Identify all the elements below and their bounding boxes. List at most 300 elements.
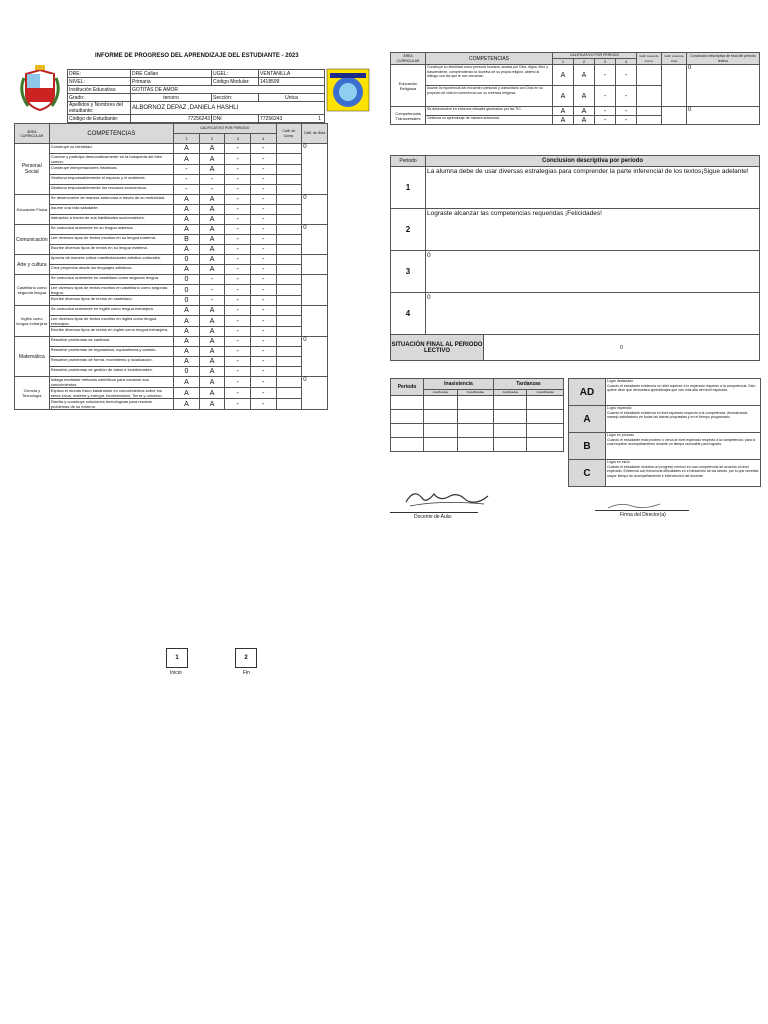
- grade-p4: -: [250, 316, 276, 327]
- competency-text: Interactúa a través de sus habilidades sociomotrices.: [49, 215, 173, 225]
- grade-p2: A: [199, 255, 225, 265]
- dni-label: DNI: [212, 115, 259, 123]
- grade-p2: A: [574, 86, 595, 107]
- grade-p3: -: [225, 215, 251, 225]
- calif-comp: [276, 327, 302, 337]
- grade-p3: -: [225, 185, 251, 195]
- header-periods: CALIFICATIVO POR PERIODO: [174, 124, 276, 134]
- seccion-label: Sección:: [212, 94, 259, 102]
- calif-comp: [276, 296, 302, 306]
- competency-row: [15, 245, 328, 255]
- grade-p2: A: [199, 195, 225, 205]
- grade-p2: A: [199, 316, 225, 327]
- grade-p3: -: [225, 347, 251, 357]
- student-name: ALBORNOZ DEPAZ ,DANIELA HASHLI: [131, 102, 325, 115]
- calif-area: 0: [302, 337, 328, 377]
- grade-p3: -: [225, 327, 251, 337]
- conclusion-table: [390, 155, 760, 361]
- rheader-calif-comp: Calif. Anual de Comp.: [637, 53, 662, 65]
- calif-comp: [276, 337, 302, 347]
- grade-p1: A: [553, 65, 574, 86]
- header-p1: 1: [174, 134, 200, 144]
- grade-p2: A: [199, 205, 225, 215]
- grade-p3: -: [225, 165, 251, 175]
- calif-area: 0: [302, 225, 328, 255]
- code-label: Código de Estudiante:: [68, 115, 131, 123]
- grade-p2: A: [199, 144, 225, 154]
- rheader-competencias: COMPETENCIAS: [426, 53, 553, 65]
- att-cell: [424, 438, 458, 452]
- att-cell: [457, 424, 493, 438]
- grade-p4: -: [250, 265, 276, 275]
- grade-p4: -: [250, 337, 276, 347]
- grade-p1: A: [174, 377, 200, 388]
- att-cell: [424, 396, 458, 410]
- grade-p1: 0: [174, 255, 200, 265]
- grado-value: tercero: [131, 94, 212, 102]
- grade-p1: A: [553, 107, 574, 116]
- area-name: Comunicación: [15, 225, 50, 255]
- competency-text: Resuelve problemas de cantidad.: [49, 337, 173, 347]
- calif-comp: [276, 205, 302, 215]
- area-name: Personal Social: [15, 144, 50, 195]
- ie-value: GOTITAS DE AMOR: [131, 86, 325, 94]
- grade-p4: -: [616, 65, 637, 86]
- grade-p3: -: [225, 195, 251, 205]
- attendance-tardanzas: Tardanzas: [493, 379, 563, 390]
- student-number: 1: [318, 115, 321, 122]
- grade-p1: A: [553, 116, 574, 125]
- header-p3: 3: [225, 134, 251, 144]
- attendance-period-header: Periodo: [391, 379, 424, 396]
- calif-area: 0: [302, 377, 328, 410]
- scale-desc: Cuando el estudiante evidencia el nivel esperado respecto a la competencia, demostrando manejo satisfactorio en todas las tareas propuestas y en el tiempo programado.: [607, 410, 748, 419]
- conclusion-row: [391, 209, 760, 251]
- competency-text: Construye su identidad como persona humana, amada por Dios, digna, libre y trascendente, comprendiendo la doctrina de su propia religión, abierto al diálogo con las que le son cercanas.: [426, 65, 553, 86]
- att-cell: [457, 410, 493, 424]
- dre-value: DRE Callao: [131, 70, 212, 78]
- competency-text: Lee diversos tipos de textos escritos en castellano como segunda lengua.: [49, 285, 173, 296]
- scale-code: C: [569, 460, 606, 487]
- competency-text: Resuelve problemas de regularidad, equivalencia y cambio.: [49, 347, 173, 357]
- rheader-p1: 1: [553, 59, 574, 65]
- grade-p1: A: [553, 86, 574, 107]
- grade-p1: 0: [174, 296, 200, 306]
- area-name: Arte y cultura: [15, 255, 50, 275]
- calif-comp: [637, 65, 662, 86]
- grade-p3: -: [225, 388, 251, 399]
- competency-row: [15, 265, 328, 275]
- att-just-2: Justificadas: [493, 390, 527, 396]
- competency-row: [15, 144, 328, 154]
- student-info-table: [67, 69, 325, 123]
- competency-row: [15, 377, 328, 388]
- grade-p3: -: [225, 175, 251, 185]
- att-cell: [527, 438, 564, 452]
- final-description: 0: [687, 65, 760, 107]
- calif-comp: [276, 175, 302, 185]
- grade-p1: A: [174, 357, 200, 367]
- competency-row: [15, 215, 328, 225]
- teacher-signature-image: [400, 484, 492, 510]
- competency-text: Asume la experiencia del encuentro personal y comunitario con Dios en su proyecto de vida en coherencia con su creencia religiosa.: [426, 86, 553, 107]
- grade-p2: -: [199, 275, 225, 285]
- competency-text: Crea proyectos desde los lenguajes artísticos.: [49, 265, 173, 275]
- grade-p2: A: [199, 154, 225, 165]
- scale-desc: Cuando el estudiante evidencia un nivel superior a lo esperado respecto a la competencia. Esto quiere decir que demuestra aprendizajes que van más allá del nivel esperado.: [607, 383, 756, 392]
- competency-text: Gestiona responsablemente los recursos económicos.: [49, 185, 173, 195]
- grade-p4: -: [250, 357, 276, 367]
- religion-body: [391, 65, 760, 125]
- competency-row: [15, 225, 328, 235]
- grade-p4: -: [250, 215, 276, 225]
- conclusion-period: 2: [391, 209, 426, 251]
- grade-p3: -: [225, 367, 251, 377]
- ie-label: Institución Educativa:: [68, 86, 131, 94]
- conclusion-text: Lograste alcanzar las competencias requeridas ¡Felicidades!: [426, 209, 760, 251]
- area-name: Educación Física: [15, 195, 50, 225]
- calif-comp: [276, 165, 302, 175]
- grade-p4: -: [250, 347, 276, 357]
- grade-p4: -: [250, 327, 276, 337]
- header-area: ÁREA CURRICULAR: [15, 124, 50, 144]
- grade-p1: A: [174, 225, 200, 235]
- competency-row: [15, 306, 328, 316]
- competency-row: [391, 65, 760, 86]
- grade-p2: A: [199, 327, 225, 337]
- calif-comp: [276, 377, 302, 388]
- grade-p3: -: [225, 285, 251, 296]
- grade-p3: -: [595, 116, 616, 125]
- ugel-label: UGEL:: [212, 70, 259, 78]
- grade-p3: -: [225, 316, 251, 327]
- competency-row: [15, 296, 328, 306]
- conclusion-body: [391, 167, 760, 335]
- grade-p1: A: [174, 337, 200, 347]
- competency-row: [15, 235, 328, 245]
- competency-text: Diseña y construye soluciones tecnológicas para resolver problemas de su entorno.: [49, 399, 173, 410]
- grade-p4: -: [250, 154, 276, 165]
- grade-p2: A: [199, 235, 225, 245]
- grade-p4: -: [250, 185, 276, 195]
- scale-row: [569, 433, 761, 460]
- grade-p2: A: [199, 215, 225, 225]
- header-calif-comp: Calif. de Comp.: [276, 124, 302, 144]
- peru-coat-of-arms-logo: [18, 64, 62, 112]
- header-p4: 4: [250, 134, 276, 144]
- att-cell: [391, 410, 424, 424]
- grade-p4: -: [250, 296, 276, 306]
- competency-row: [15, 255, 328, 265]
- calif-comp: [276, 225, 302, 235]
- ugel-value: VENTANILLA: [259, 70, 325, 78]
- scale-desc: Cuando el estudiante muestra un progreso mínimo en una competencia de acuerdo al nivel esperado. Evidencia con frecuencia dificultades en el desarrollo de las tareas, por lo que necesita mayor tiempo de acompañamiento e intervención del docente.: [607, 464, 759, 478]
- grade-p4: -: [250, 205, 276, 215]
- nivel-label: NIVEL:: [68, 78, 131, 86]
- rheader-p3: 3: [595, 59, 616, 65]
- competency-text: Lee diversos tipos de textos escritos en su lengua materna.: [49, 235, 173, 245]
- grade-p3: -: [225, 306, 251, 316]
- grade-p3: -: [225, 357, 251, 367]
- grade-p4: -: [250, 235, 276, 245]
- grade-p2: A: [199, 225, 225, 235]
- grade-p2: A: [199, 306, 225, 316]
- calif-comp: [276, 275, 302, 285]
- calif-comp: [276, 185, 302, 195]
- calif-comp: [276, 316, 302, 327]
- calif-area: [302, 306, 328, 337]
- competency-row: [15, 275, 328, 285]
- grade-p4: -: [250, 195, 276, 205]
- grade-p1: A: [174, 205, 200, 215]
- calif-comp: [276, 215, 302, 225]
- competency-row: [15, 357, 328, 367]
- final-situation-value: 0: [620, 344, 623, 351]
- competency-row: [15, 185, 328, 195]
- grade-p4: -: [250, 175, 276, 185]
- competency-row: [15, 165, 328, 175]
- calif-comp: [276, 367, 302, 377]
- competency-text: Escribe diversos tipos de textos en su lengua materna.: [49, 245, 173, 255]
- grade-p1: B: [174, 235, 200, 245]
- calif-area: [662, 107, 687, 125]
- grade-p1: A: [174, 399, 200, 410]
- conclusion-row: [391, 251, 760, 293]
- att-injust-2: Injustificadas: [527, 390, 564, 396]
- calif-area: 0: [302, 195, 328, 225]
- conclusion-text: La alumna debe de usar diversas estrategias para comprender la parte inferencial de los textos¡Sigue adelante!: [426, 167, 760, 209]
- calif-comp: [276, 144, 302, 154]
- rheader-periods: CALIFICATIVO POR PERIODO: [553, 53, 637, 59]
- calif-comp: [637, 86, 662, 107]
- calif-comp: [276, 306, 302, 316]
- grade-p2: A: [199, 367, 225, 377]
- attendance-inasistencia: Inasistencia: [424, 379, 494, 390]
- conclusion-period: 3: [391, 251, 426, 293]
- grade-p1: A: [174, 347, 200, 357]
- dre-label: DRE:: [68, 70, 131, 78]
- scale-head: Logro en inicio: [607, 460, 630, 464]
- conclusion-period: 1: [391, 167, 426, 209]
- competency-row: [15, 388, 328, 399]
- competency-row: [15, 316, 328, 327]
- competency-row: [15, 327, 328, 337]
- teacher-signature-label: Docente de Aula:: [414, 514, 453, 520]
- final-situation-label: SITUACIÓN FINAL AL PERIODO LECTIVO: [391, 335, 484, 360]
- att-cell: [493, 424, 527, 438]
- grade-p2: A: [199, 347, 225, 357]
- att-cell: [391, 424, 424, 438]
- grade-p4: -: [250, 367, 276, 377]
- grade-p2: -: [199, 285, 225, 296]
- competency-row: [15, 205, 328, 215]
- area-name: Educación Religiosa: [391, 65, 426, 107]
- att-cell: [527, 410, 564, 424]
- att-cell: [493, 410, 527, 424]
- grade-p3: -: [225, 144, 251, 154]
- conclusion-row: [391, 293, 760, 335]
- att-cell: [457, 396, 493, 410]
- student-code: 77256243: [131, 115, 212, 123]
- grade-p2: A: [574, 65, 595, 86]
- grade-p2: A: [199, 377, 225, 388]
- grade-p2: A: [199, 265, 225, 275]
- competency-text: Construye su identidad.: [49, 144, 173, 154]
- grade-p4: -: [250, 144, 276, 154]
- grade-p4: -: [250, 255, 276, 265]
- end-page-label: Fin: [243, 670, 250, 676]
- grade-p1: A: [174, 327, 200, 337]
- scale-code: AD: [569, 379, 606, 406]
- start-page-label: Inicio: [170, 670, 182, 676]
- competency-row: [15, 285, 328, 296]
- grade-p2: A: [199, 399, 225, 410]
- attendance-table: [390, 378, 564, 452]
- calif-area: 0: [302, 144, 328, 195]
- grade-p3: -: [225, 296, 251, 306]
- competency-text: Escribe diversos tipos de textos en inglés como lengua extranjera.: [49, 327, 173, 337]
- grade-p3: -: [225, 377, 251, 388]
- competency-text: Resuelve problemas de gestión de datos e incertidumbre.: [49, 367, 173, 377]
- scale-row: [569, 406, 761, 433]
- area-name: Inglés como lengua extranjera: [15, 306, 50, 337]
- grade-p4: -: [250, 285, 276, 296]
- grade-p3: -: [225, 154, 251, 165]
- competency-text: Se comunica oralmente en inglés como lengua extranjera.: [49, 306, 173, 316]
- competency-row: [391, 107, 760, 116]
- competency-row: [15, 399, 328, 410]
- competency-text: Indaga mediante métodos científicos para construir sus conocimientos.: [49, 377, 173, 388]
- competency-row: [15, 347, 328, 357]
- calif-comp: [276, 285, 302, 296]
- grade-p3: -: [225, 235, 251, 245]
- dni-value: [259, 115, 325, 123]
- grade-p2: -: [199, 175, 225, 185]
- director-signature-label: Firma del Director(a): [620, 512, 666, 518]
- start-page-button[interactable]: 1: [166, 648, 188, 668]
- calif-comp: [276, 265, 302, 275]
- end-page-button[interactable]: 2: [235, 648, 257, 668]
- scale-desc: Cuando el estudiante está próximo o cerca al nivel esperado respecto a la competencia, para lo cual requiere acompañamiento durante un tiempo razonable para lograrlo.: [607, 437, 756, 446]
- area-name: Matemática: [15, 337, 50, 377]
- conclusion-period: 4: [391, 293, 426, 335]
- grade-p3: -: [225, 399, 251, 410]
- att-cell: [457, 438, 493, 452]
- rheader-calif-area: Calif. Anual de Área: [662, 53, 687, 65]
- rheader-desc: Conclusión descriptiva de final del periodo lectivo: [687, 53, 760, 65]
- name-label: Apellidos y Nombres del estudiante:: [68, 102, 131, 115]
- nivel-value: Primaria: [131, 78, 212, 86]
- grade-p2: A: [199, 245, 225, 255]
- grade-p1: -: [174, 185, 200, 195]
- competency-text: Se desenvuelve de manera autónoma a través de su motricidad.: [49, 195, 173, 205]
- grade-p1: -: [174, 175, 200, 185]
- seccion-value: Unica: [259, 94, 325, 102]
- grade-p1: A: [174, 388, 200, 399]
- scale-row: [569, 379, 761, 406]
- att-cell: [391, 438, 424, 452]
- grade-p4: -: [250, 275, 276, 285]
- competency-text: Se desenvuelve en entornos virtuales generados por las TIC.: [426, 107, 553, 116]
- scale-code: B: [569, 433, 606, 460]
- grade-p3: -: [225, 265, 251, 275]
- grade-p4: -: [250, 225, 276, 235]
- grade-p2: A: [574, 107, 595, 116]
- grado-label: Grado:: [68, 94, 131, 102]
- school-logo: [326, 68, 370, 112]
- competency-row: [15, 154, 328, 165]
- scale-head: Logro en proceso: [607, 433, 635, 437]
- codmod-label: Código Modular:: [212, 78, 259, 86]
- competency-text: Gestiona su aprendizaje de manera autónoma.: [426, 116, 553, 125]
- grade-p1: A: [174, 245, 200, 255]
- grades-table: [14, 123, 328, 410]
- competency-text: Se comunica oralmente en castellano como segunda lengua.: [49, 275, 173, 285]
- rheader-area: ÁREA CURRICULAR: [391, 53, 426, 65]
- competency-text: Aprecia de manera crítica manifestaciones artístico-culturales.: [49, 255, 173, 265]
- calif-comp: [276, 154, 302, 165]
- att-cell: [424, 424, 458, 438]
- grade-p2: A: [199, 337, 225, 347]
- competency-text: Resuelve problemas de forma, movimiento y localización.: [49, 357, 173, 367]
- grade-p3: -: [595, 107, 616, 116]
- att-cell: [424, 410, 458, 424]
- calif-comp: [637, 116, 662, 125]
- competency-row: [15, 195, 328, 205]
- scale-head: Logro esperado: [607, 406, 632, 410]
- calif-comp: [276, 195, 302, 205]
- report-title: INFORME DE PROGRESO DEL APRENDIZAJE DEL ESTUDIANTE - 2023: [95, 53, 299, 59]
- grade-p2: -: [199, 185, 225, 195]
- grade-p4: -: [616, 116, 637, 125]
- competency-row: [15, 367, 328, 377]
- conclusion-row: [391, 167, 760, 209]
- grade-p2: A: [199, 388, 225, 399]
- competency-text: Lee diversos tipos de textos escritos en inglés como lengua extranjera.: [49, 316, 173, 327]
- grade-p2: A: [199, 165, 225, 175]
- final-situation-row: [391, 335, 760, 361]
- grade-p4: -: [250, 377, 276, 388]
- grade-p1: A: [174, 316, 200, 327]
- grade-p1: A: [174, 144, 200, 154]
- grade-p3: -: [225, 205, 251, 215]
- grade-p1: 0: [174, 367, 200, 377]
- calif-comp: [276, 235, 302, 245]
- grade-p4: -: [250, 306, 276, 316]
- area-name: Competencias Transversales: [391, 107, 426, 125]
- att-cell: [493, 396, 527, 410]
- area-name: Castellano como segunda lengua: [15, 275, 50, 306]
- grading-scale-table: [568, 378, 761, 487]
- scale-head: Logro destacado: [607, 379, 634, 383]
- calif-area: [302, 255, 328, 275]
- calif-area: [302, 275, 328, 306]
- calif-comp: [276, 399, 302, 410]
- grade-p1: 0: [174, 285, 200, 296]
- rheader-p4: 4: [616, 59, 637, 65]
- grade-p2: A: [574, 116, 595, 125]
- scale-row: [569, 460, 761, 487]
- grade-p2: A: [199, 357, 225, 367]
- conclusion-period-header: Periodo: [391, 156, 426, 167]
- grade-p4: -: [250, 399, 276, 410]
- grade-p3: -: [595, 65, 616, 86]
- header-competencias: COMPETENCIAS: [49, 124, 173, 144]
- grade-p3: -: [225, 337, 251, 347]
- calif-comp: [276, 245, 302, 255]
- grade-p3: -: [595, 86, 616, 107]
- grade-p1: -: [174, 165, 200, 175]
